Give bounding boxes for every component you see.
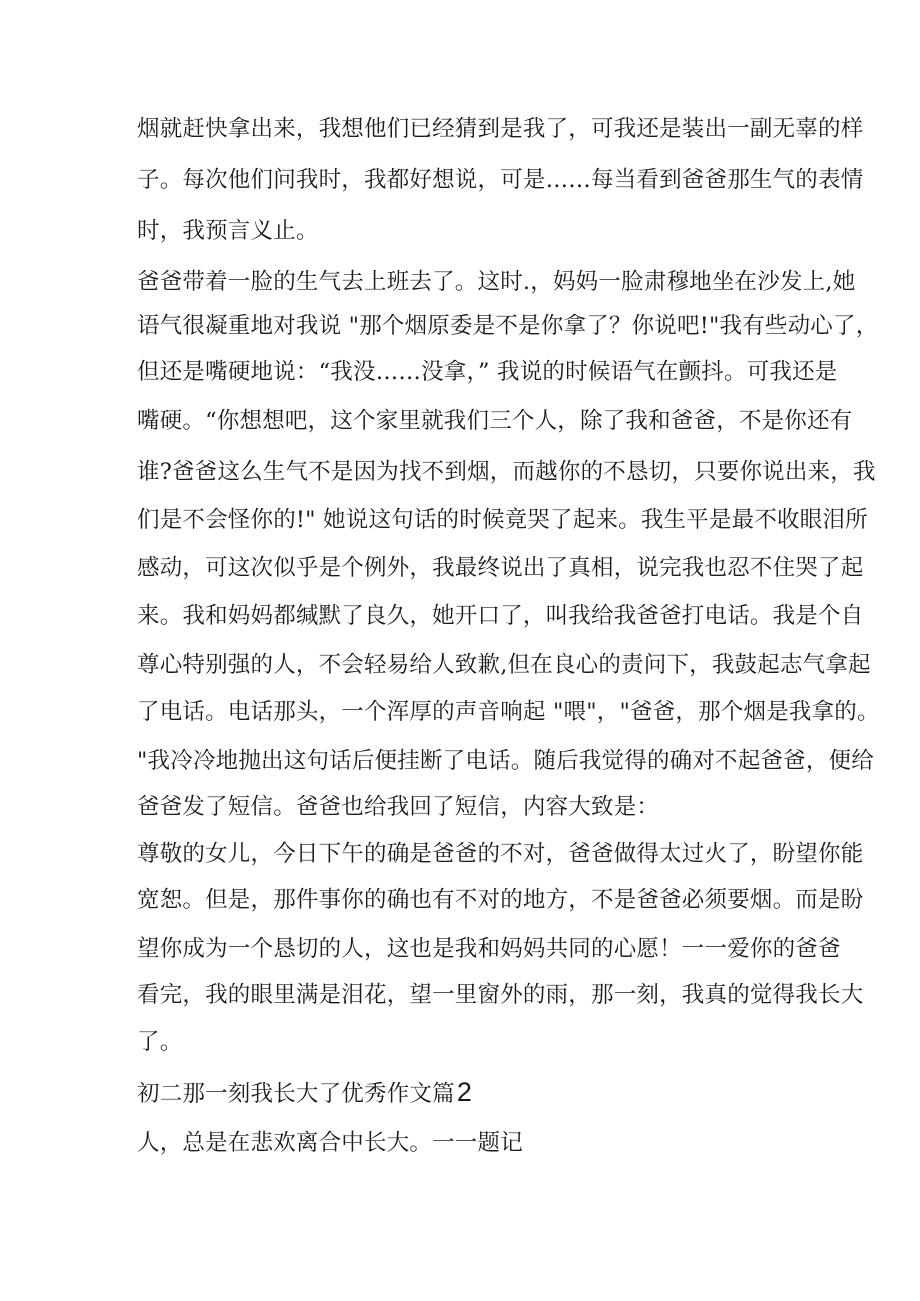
paragraph-line: 了电话。电话那头，一个浑厚的声音响起 "喂"，"爸爸，那个烟是我拿的。	[137, 699, 880, 725]
paragraph-line: 时，我预言义止。	[137, 218, 319, 244]
paragraph-line: 感动，可这次似乎是个例外，我最终说出了真相，说完我也忍不住哭了起	[137, 555, 864, 581]
section-heading	[137, 1077, 472, 1109]
paragraph-line: "我冷冷地抛出这句话后便挂断了电话。随后我觉得的确对不起爸爸，便给	[137, 748, 874, 774]
section-heading-text: 初二那一刻我长大了优秀作文篇	[137, 1081, 455, 1107]
paragraph-line: 子。每次他们问我时，我都好想说，可是……每当看到爸爸那生气的表情	[137, 167, 864, 193]
paragraph-line: 们是不会怪你的!" 她说这句话的时候竟哭了起来。我生平是最不收眼泪所	[137, 507, 868, 533]
paragraph-line: 爸爸带着一脸的生气去上班去了。这时.，妈妈一脸肃穆地坐在沙发上,她	[137, 269, 856, 295]
paragraph-line: 来。我和妈妈都缄默了良久，她开口了，叫我给我爸爸打电话。我是个自	[137, 603, 864, 629]
paragraph-line: 望你成为一个恳切的人，这也是我和妈妈共同的心愿！一一爱你的爸爸	[137, 936, 841, 962]
paragraph-line: 看完，我的眼里满是泪花，望一里窗外的雨，那一刻，我真的觉得我长大	[137, 982, 864, 1008]
epigraph: 人，总是在悲欢离合中长大。一一题记	[137, 1130, 523, 1156]
paragraph-line: 谁?爸爸这么生气不是因为找不到烟，而越你的不恳切，只要你说出来，我	[137, 459, 876, 485]
paragraph-line: 语气很凝重地对我说 "那个烟原委是不是你拿了？你说吧!"我有些动心了，	[137, 313, 879, 339]
section-heading-number: 2	[456, 1077, 473, 1107]
paragraph-line: 宽恕。但是，那件事你的确也有不对的地方，不是爸爸必须要烟。而是盼	[137, 887, 864, 913]
paragraph-line: 但还是嘴硬地说：“我没……没拿，” 我说的时候语气在颤抖。可我还是	[137, 359, 838, 385]
paragraph-line: 尊敬的女儿，今日下午的确是爸爸的不对，爸爸做得太过火了，盼望你能	[137, 841, 864, 867]
paragraph-line: 尊心特别强的人，不会轻易给人致歉,但在良心的责问下，我鼓起志气拿起	[137, 652, 871, 678]
paragraph-line: 嘴硬。“你想想吧，这个家里就我们三个人，除了我和爸爸，不是你还有	[137, 408, 853, 434]
paragraph-line: 爸爸发了短信。爸爸也给我回了短信，内容大致是：	[137, 794, 660, 820]
paragraph-line: 烟就赶快拿出来，我想他们已经猜到是我了，可我还是装出一副无辜的样	[137, 116, 864, 142]
paragraph-line: 了。	[137, 1029, 183, 1055]
